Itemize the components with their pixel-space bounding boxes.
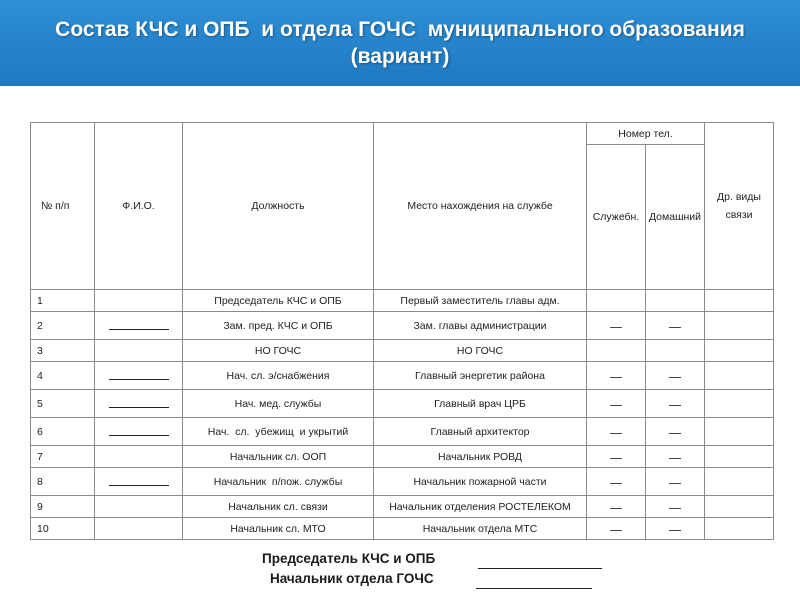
- row-phone-home: [646, 518, 705, 540]
- row-fio: [95, 468, 183, 496]
- table-row: [31, 496, 774, 518]
- header-num: № п/п: [31, 123, 95, 290]
- dash-mark: [610, 454, 622, 459]
- row-phone-home: [646, 418, 705, 446]
- row-num: 2: [31, 312, 95, 340]
- dash-mark: [669, 429, 681, 434]
- row-position: Начальник сл. связи: [183, 496, 374, 518]
- dash-mark: [669, 454, 681, 459]
- row-position: Председатель КЧС и ОПБ: [183, 290, 374, 312]
- row-location: Главный врач ЦРБ: [374, 390, 587, 418]
- fio-blank-line: [109, 399, 169, 408]
- row-phone-home: [646, 390, 705, 418]
- row-fio: [95, 518, 183, 540]
- dash-mark: [669, 323, 681, 328]
- header-phone-home: Домашний: [646, 145, 705, 290]
- table-row: [31, 468, 774, 496]
- title-banner: [0, 0, 800, 86]
- row-other: [705, 390, 774, 418]
- row-num: 6: [31, 418, 95, 446]
- row-num: 5: [31, 390, 95, 418]
- row-position: Нач. сл. э/снабжения: [183, 362, 374, 390]
- row-location: Главный энергетик района: [374, 362, 587, 390]
- row-other: [705, 468, 774, 496]
- header-position: Должность: [183, 123, 374, 290]
- row-num: 4: [31, 362, 95, 390]
- row-other: [705, 290, 774, 312]
- row-other: [705, 362, 774, 390]
- staff-table: [30, 122, 774, 540]
- row-fio: [95, 340, 183, 362]
- signature-head-label: Начальник отдела ГОЧС: [270, 571, 434, 586]
- fio-blank-line: [109, 321, 169, 330]
- dash-mark: [669, 373, 681, 378]
- row-location: Начальник РОВД: [374, 446, 587, 468]
- row-phone-work: [587, 362, 646, 390]
- row-fio: [95, 362, 183, 390]
- table-row: [31, 390, 774, 418]
- fio-blank-line: [109, 427, 169, 436]
- row-phone-work: [587, 446, 646, 468]
- row-phone-home: [646, 290, 705, 312]
- row-num: 8: [31, 468, 95, 496]
- dash-mark: [669, 479, 681, 484]
- row-other: [705, 446, 774, 468]
- dash-mark: [669, 504, 681, 509]
- row-phone-work: [587, 340, 646, 362]
- row-phone-work: [587, 390, 646, 418]
- fio-blank-line: [109, 371, 169, 380]
- table-row: [31, 446, 774, 468]
- table-row: [31, 312, 774, 340]
- row-num: 3: [31, 340, 95, 362]
- header-other-comm: Др. виды связи: [705, 123, 774, 290]
- row-phone-home: [646, 340, 705, 362]
- header-location: Место нахождения на службе: [374, 123, 587, 290]
- row-phone-home: [646, 362, 705, 390]
- header-fio: Ф.И.О.: [95, 123, 183, 290]
- row-phone-home: [646, 468, 705, 496]
- fio-blank-line: [109, 477, 169, 486]
- row-fio: [95, 496, 183, 518]
- row-num: 1: [31, 290, 95, 312]
- row-num: 9: [31, 496, 95, 518]
- row-position: НО ГОЧС: [183, 340, 374, 362]
- row-position: Нач. сл. убежищ и укрытий: [183, 418, 374, 446]
- dash-mark: [610, 504, 622, 509]
- row-location: Первый заместитель главы адм.: [374, 290, 587, 312]
- dash-mark: [669, 401, 681, 406]
- row-phone-work: [587, 312, 646, 340]
- row-phone-work: [587, 496, 646, 518]
- table-row: [31, 290, 774, 312]
- row-location: НО ГОЧС: [374, 340, 587, 362]
- dash-mark: [610, 429, 622, 434]
- row-position: Нач. мед. службы: [183, 390, 374, 418]
- row-other: [705, 340, 774, 362]
- dash-mark: [610, 401, 622, 406]
- row-other: [705, 418, 774, 446]
- row-fio: [95, 290, 183, 312]
- row-phone-work: [587, 518, 646, 540]
- row-fio: [95, 418, 183, 446]
- row-num: 10: [31, 518, 95, 540]
- row-location: Зам. главы администрации: [374, 312, 587, 340]
- row-position: Зам. пред. КЧС и ОПБ: [183, 312, 374, 340]
- signature-head-line: [476, 588, 592, 589]
- signature-chairman-label: Председатель КЧС и ОПБ: [262, 551, 436, 566]
- row-num: 7: [31, 446, 95, 468]
- row-location: Начальник отделения РОСТЕЛЕКОМ: [374, 496, 587, 518]
- table-row: [31, 362, 774, 390]
- header-phone: Номер тел.: [587, 123, 705, 145]
- title-line-1: Состав КЧС и ОПБ и отдела ГОЧС муниципального образования: [55, 18, 745, 41]
- row-phone-home: [646, 312, 705, 340]
- dash-mark: [610, 479, 622, 484]
- row-position: Начальник сл. ООП: [183, 446, 374, 468]
- row-phone-home: [646, 496, 705, 518]
- row-fio: [95, 390, 183, 418]
- row-position: Начальник п/пож. службы: [183, 468, 374, 496]
- row-other: [705, 518, 774, 540]
- signature-chairman-line: [478, 568, 602, 569]
- title-line-2: (вариант): [350, 45, 450, 68]
- row-other: [705, 496, 774, 518]
- row-location: Начальник пожарной части: [374, 468, 587, 496]
- dash-mark: [610, 526, 622, 531]
- row-location: Начальник отдела МТС: [374, 518, 587, 540]
- row-phone-work: [587, 468, 646, 496]
- table-row: [31, 418, 774, 446]
- table-row: [31, 518, 774, 540]
- table-row: [31, 340, 774, 362]
- dash-mark: [669, 526, 681, 531]
- dash-mark: [610, 373, 622, 378]
- row-other: [705, 312, 774, 340]
- row-fio: [95, 312, 183, 340]
- row-phone-home: [646, 446, 705, 468]
- dash-mark: [610, 323, 622, 328]
- row-phone-work: [587, 290, 646, 312]
- row-location: Главный архитектор: [374, 418, 587, 446]
- row-position: Начальник сл. МТО: [183, 518, 374, 540]
- header-phone-work: Служебн.: [587, 145, 646, 290]
- row-fio: [95, 446, 183, 468]
- row-phone-work: [587, 418, 646, 446]
